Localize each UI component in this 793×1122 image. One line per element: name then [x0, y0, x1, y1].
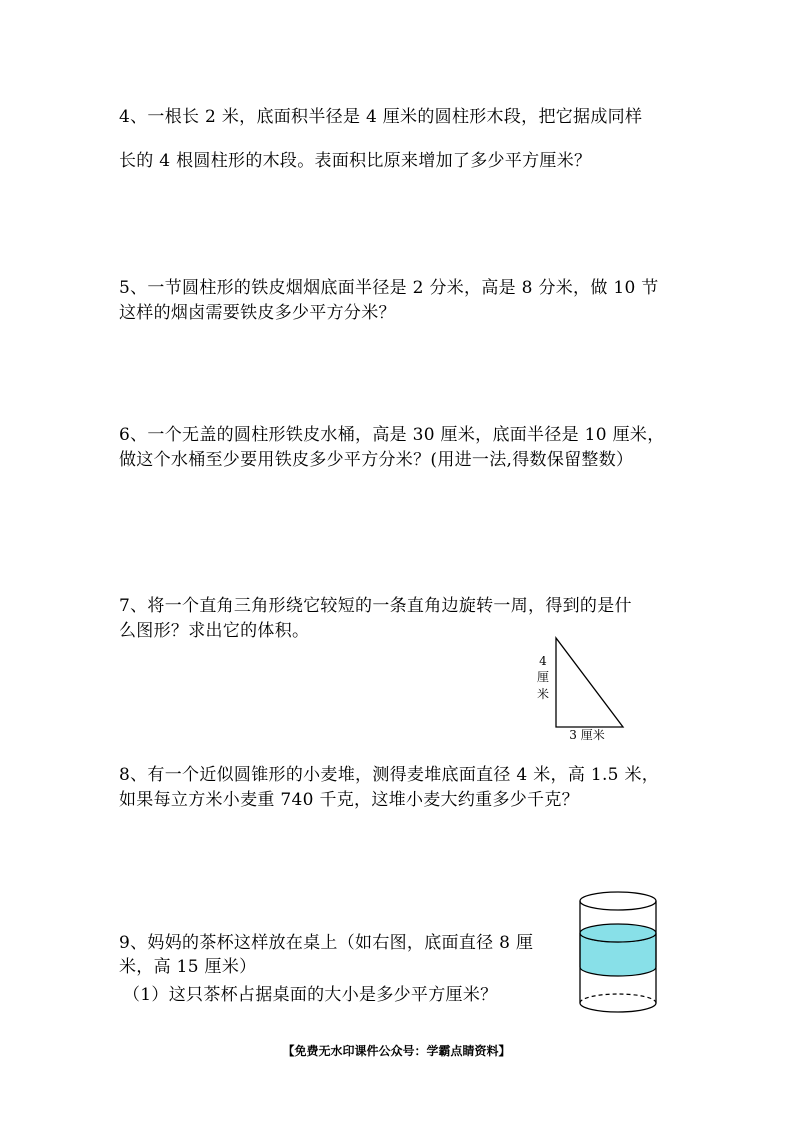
cup-bottom-back: [580, 994, 656, 1003]
q9-sub1: （1）这只茶杯占据桌面的大小是多少平方厘米？: [123, 985, 498, 1005]
cup-bottom-front: [580, 1003, 656, 1012]
q5-line2: 这样的烟卤需要铁皮多少平方分米？: [119, 303, 396, 323]
q5-line1: 5、一节圆柱形的铁皮烟烟底面半径是 2 分米，高是 8 分米，做 10 节: [119, 278, 659, 298]
triangle-shape: [556, 638, 623, 727]
height-label-char1: 厘: [536, 670, 549, 684]
q4-line2: 长的 4 根圆柱形的木段。表面积比原来增加了多少平方厘米？: [119, 151, 592, 171]
q7-line2: 么图形？求出它的体积。: [119, 621, 310, 641]
q6-line2: 做这个水桶至少要用铁皮多少平方分米？(用进一法,得数保留整数）: [119, 450, 634, 470]
q8-line2: 如果每立方米小麦重 740 千克，这堆小麦大约重多少千克？: [119, 790, 579, 810]
height-label-num: 4: [539, 654, 547, 668]
q9-line1: 9、妈妈的茶杯这样放在桌上（如右图，底面直径 8 厘: [119, 933, 534, 953]
cup-rim: [580, 892, 656, 910]
water-surface: [580, 924, 656, 942]
teacup-svg: [574, 885, 664, 1020]
footer-note: 【免费无水印课件公众号：学霸点睛资料】: [282, 1044, 511, 1058]
q4-line1: 4、一根长 2 米，底面积半径是 4 厘米的圆柱形木段，把它据成同样: [119, 107, 643, 127]
q7-line1: 7、将一个直角三角形绕它较短的一条直角边旋转一周，得到的是什: [119, 596, 632, 616]
q9-line2: 米，高 15 厘米）: [119, 957, 257, 977]
base-label: 3 厘米: [569, 728, 605, 742]
height-label-char2: 米: [536, 687, 549, 701]
right-triangle-figure: [530, 632, 640, 747]
q6-line1: 6、一个无盖的圆柱形铁皮水桶，高是 30 厘米，底面半径是 10 厘米，: [119, 425, 665, 445]
q8-line1: 8、有一个近似圆锥形的小麦堆，测得麦堆底面直径 4 米，高 1.5 米，: [119, 765, 660, 785]
teacup-figure: [574, 885, 664, 1020]
